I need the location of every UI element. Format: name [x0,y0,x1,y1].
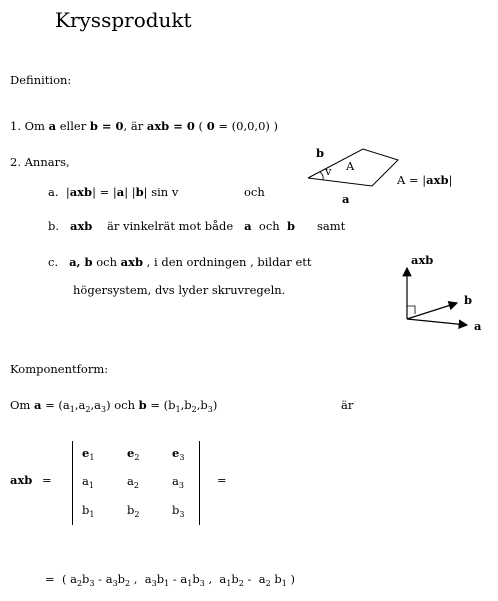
right-angle-mark [407,306,415,314]
parallelogram-area-A: A [346,159,355,173]
page-title: Kryssprodukt [55,8,192,32]
det-lhs-equals: = [42,473,52,487]
definition-item-2: 2. Annars, [10,155,70,169]
parallelogram-a-label: a [342,192,350,206]
parallelogram-b-label: b [316,146,325,160]
item-2c-line2: högersystem, dvs lyder skruvregeln. [73,283,286,297]
det-right-bar [199,441,200,525]
det-rhs-equals: = [217,473,227,487]
det-left-bar [72,441,73,525]
item-2b: b. axb är vinkelrät mot både a och b samt [48,219,346,233]
axb-axis-label: axb [411,253,434,267]
det-cell-r2-c3: $a_3$ [172,474,184,490]
parallelogram-v-label: v [325,164,332,178]
definition-item-1: 1. Om a eller b = 0, är axb = 0 ( 0 = (0,0,0) ) [10,119,279,133]
item-2a: a. |axb| = |a| |b| sin v [48,185,179,199]
angle-arc [320,172,323,180]
component-definition: Om $a = (a_1,a_2,a_3)$ och $b = (b_1,b_2,b_3)$ [10,398,218,414]
b-axis [407,303,457,319]
det-cell-r3-c1: $b_1$ [82,503,95,519]
definition-label: Definition: [10,73,72,87]
item-2a-och: och [244,185,265,199]
det-cell-r3-c2: $b_2$ [127,503,140,519]
det-cell-r2-c2: $a_2$ [127,474,139,490]
det-cell-r1-c2: $e_2$ [127,446,140,462]
b-axis-label: b [464,293,473,307]
component-ar: är [341,398,354,412]
cross-product-result: = ( $a_2b_3 - a_3b_2$ , $a_3b_1 - a_1b_3$ , $a_1b_2 - a_2$ $b_1$ ) [45,572,295,588]
det-cell-r1-c3: $e_3$ [172,446,185,462]
det-cell-r1-c1: $e_1$ [82,446,95,462]
a-axis [407,319,467,325]
det-cell-r2-c1: $a_1$ [82,474,94,490]
det-cell-r3-c3: $b_3$ [172,503,185,519]
komponent-label: Komponentform: [10,362,109,376]
item-2c: c. a, b och axb , i den ordningen , bildar ett [48,255,312,269]
det-lhs: axb [10,473,33,487]
a-axis-label: a [474,319,482,333]
area-formula: A = |axb| [397,173,453,187]
